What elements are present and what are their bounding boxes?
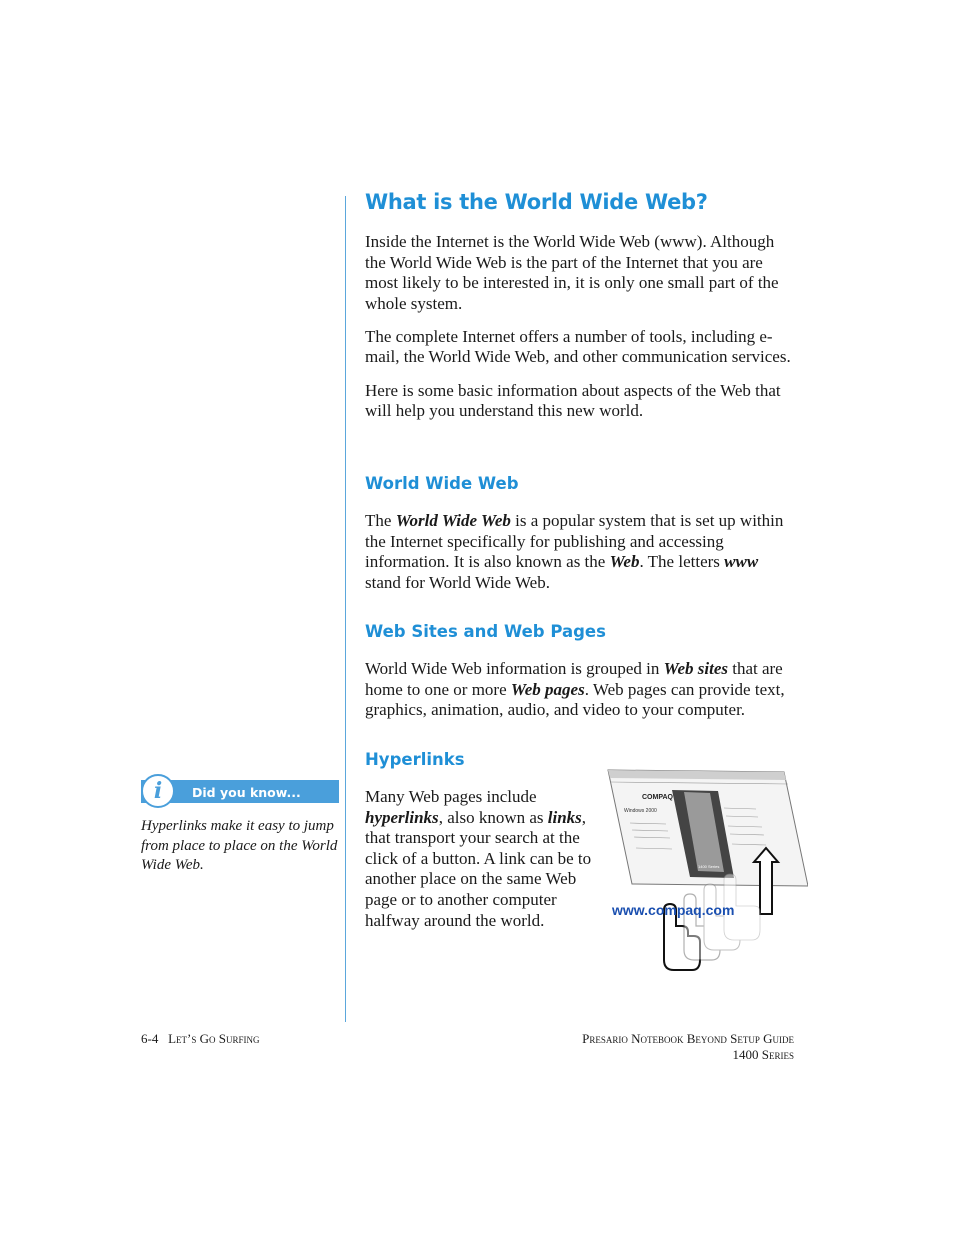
section-world-wide-web bbox=[365, 474, 797, 593]
intro-paragraph-3: Here is some basic information about aspects of the Web that will help you understand this new world. bbox=[365, 380, 781, 421]
section-paragraph: Many Web pages include hyperlinks, also known as links, that transport your search at the click of a button. A link can be to another place on the same Web page or to another computer halfway around the world. bbox=[365, 787, 592, 930]
term: hyperlinks bbox=[365, 807, 439, 827]
section-heading: Hyperlinks bbox=[365, 750, 465, 769]
main-content bbox=[365, 190, 797, 422]
term: Web sites bbox=[663, 659, 728, 678]
term: Web bbox=[609, 552, 640, 572]
term: links bbox=[547, 807, 582, 827]
info-icon: i bbox=[141, 774, 175, 808]
chapter-title: Let’s Go Surfing bbox=[168, 1031, 260, 1046]
column-divider bbox=[345, 196, 346, 1022]
section-web-sites bbox=[365, 622, 797, 721]
section-hyperlinks bbox=[365, 750, 601, 931]
term: www bbox=[724, 552, 759, 572]
section-paragraph: World Wide Web information is grouped in Web sites that are home to one or more Web pages. Web pages can provide text, graphics, animation, audio, and video to your computer. bbox=[365, 659, 785, 720]
footer-left bbox=[141, 1031, 260, 1047]
figure-bottom-link: 1400 Series bbox=[698, 864, 720, 869]
did-you-know-label: Did you know... bbox=[192, 785, 301, 800]
page-heading: What is the World Wide Web? bbox=[365, 190, 708, 214]
term: Web pages bbox=[510, 679, 585, 699]
footer-right bbox=[582, 1031, 794, 1063]
section-heading: World Wide Web bbox=[365, 474, 519, 493]
section-paragraph: The World Wide Web is a popular system that is set up within the Internet specifically for publishing and accessing information. It is also known as the Web. The letters www stand for World Wide Web. bbox=[365, 511, 784, 592]
page-number: 6-4 bbox=[141, 1031, 159, 1046]
intro-paragraph-1: Inside the Internet is the World Wide Web (www). Although the World Wide Web is the part of the Internet that you are most likely to be interested in, it is only one small part of the whole system. bbox=[365, 232, 779, 313]
term: World Wide Web bbox=[395, 511, 511, 530]
web-page-illustration bbox=[606, 768, 808, 978]
section-heading: Web Sites and Web Pages bbox=[365, 622, 606, 641]
figure-headline: Windows 2000 bbox=[624, 808, 657, 814]
browser-screenshot-graphic bbox=[606, 768, 808, 978]
intro-paragraph-2: The complete Internet offers a number of tools, including e-mail, the World Wide Web, and other communication services. bbox=[365, 326, 791, 367]
book-title: Presario Notebook Beyond Setup Guide bbox=[582, 1031, 794, 1046]
compaq-logo: COMPAQ bbox=[642, 794, 673, 801]
book-series: 1400 Series bbox=[732, 1047, 794, 1062]
sidebar-note: Hyperlinks make it easy to jump from place to place on the World Wide Web. bbox=[141, 818, 338, 873]
url-label: www.compaq.com bbox=[612, 902, 735, 918]
